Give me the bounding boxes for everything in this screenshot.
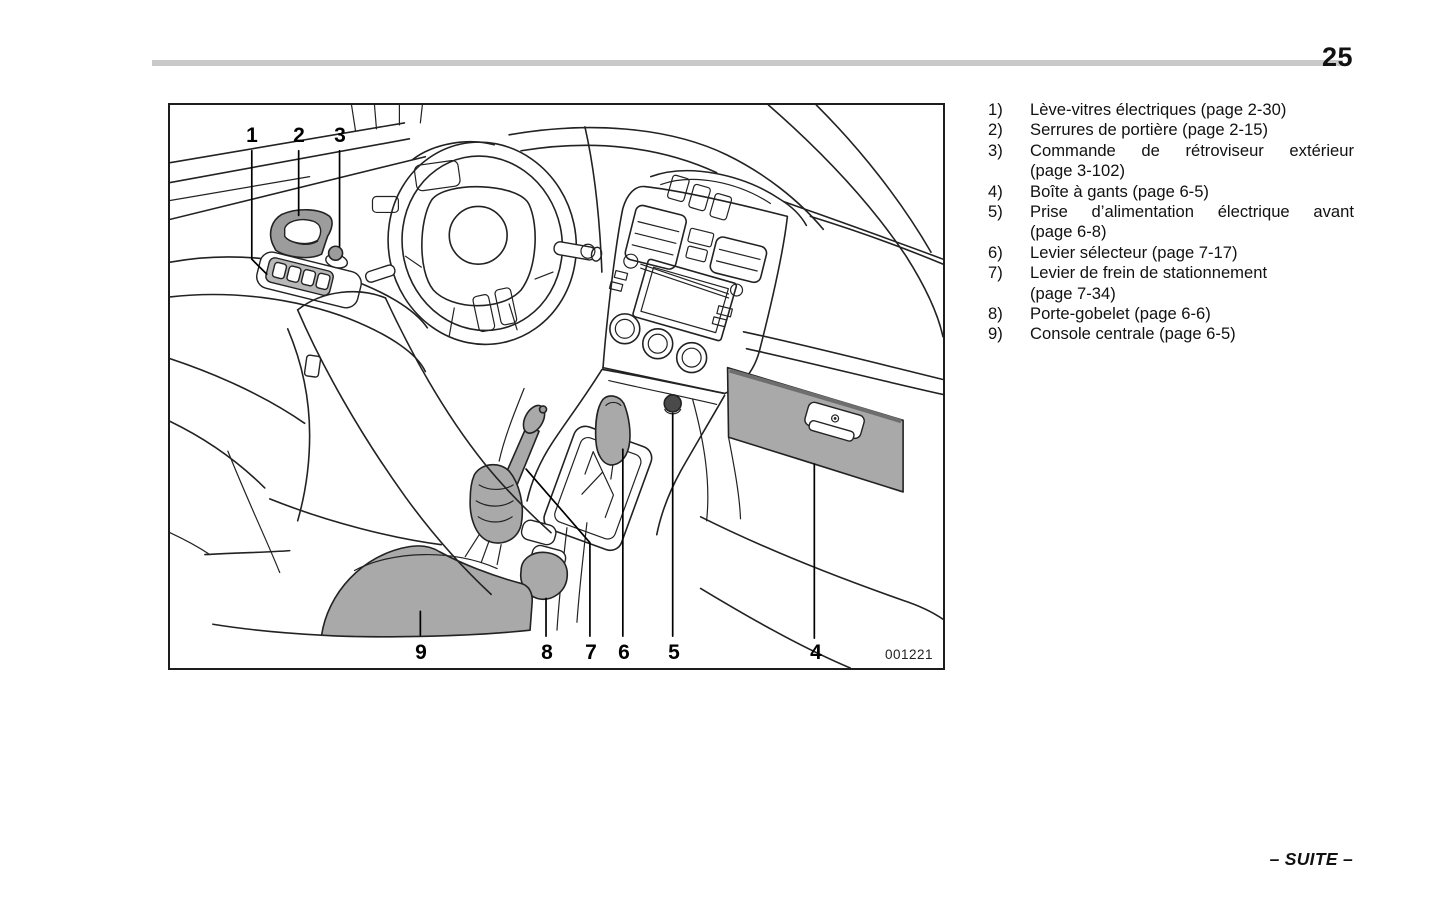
callout-6: 6 (618, 641, 630, 664)
legend-line: Porte-gobelet (page 6-6) (1030, 304, 1211, 324)
callout-7: 7 (585, 641, 597, 664)
legend-line: Serrures de portière (page 2-15) (1030, 120, 1268, 140)
callout-9: 9 (415, 641, 427, 664)
legend-item-4 (988, 182, 1354, 202)
legend-item-3 (988, 141, 1354, 182)
continuation-footer: – SUITE – (1269, 849, 1353, 869)
legend-item-number: 6) (988, 242, 1003, 262)
power-outlet (664, 395, 681, 414)
legend-line: Levier sélecteur (page 7-17) (1030, 242, 1238, 262)
legend-line: Prise d’alimentation électrique avant (1030, 202, 1354, 222)
window-switch-panel (254, 250, 364, 311)
page-number: 25 (1321, 42, 1353, 72)
legend-item-number: 1) (988, 100, 1003, 119)
legend-item-9 (988, 324, 1354, 344)
legend-item-2 (988, 120, 1354, 140)
legend-item-number: 7) (988, 263, 1003, 283)
legend-line: Levier de frein de stationnement (1030, 263, 1268, 283)
legend (988, 100, 1354, 345)
header-rule (152, 60, 1343, 66)
legend-line: (page 7-34) (1030, 283, 1116, 303)
legend-item-number: 8) (988, 304, 1003, 324)
hazard-switch (684, 228, 714, 263)
glove-box (728, 368, 904, 492)
legend-line: Boîte à gants (page 6-5) (1030, 181, 1209, 201)
legend-line: (page 6-8) (1030, 222, 1107, 242)
legend-item-number: 9) (988, 324, 1003, 344)
legend-item-number: 5) (988, 202, 1003, 222)
gear-shifter (596, 396, 630, 479)
callout-2: 2 (293, 124, 305, 147)
interior-line-drawing (170, 105, 943, 668)
interior-diagram-figure (168, 103, 945, 670)
center-console-armrest (322, 546, 533, 637)
legend-line: Console centrale (page 6-5) (1030, 324, 1236, 344)
door-window-lines (170, 105, 425, 219)
legend-line: Commande de rétroviseur extérieur (1030, 140, 1354, 160)
legend-item-number: 2) (988, 120, 1003, 140)
center-stack (603, 171, 806, 405)
legend-item-7 (988, 263, 1354, 304)
legend-line: (page 3-102) (1030, 161, 1126, 181)
door-pull-handle (271, 210, 332, 258)
legend-item-1 (988, 100, 1354, 120)
callout-8: 8 (541, 641, 553, 664)
callout-3: 3 (334, 124, 346, 147)
legend-line: Lève-vitres électriques (page 2-30) (1030, 100, 1287, 119)
callout-5: 5 (668, 641, 680, 664)
figure-code: 001221 (884, 647, 933, 662)
callout-1: 1 (246, 124, 258, 147)
legend-item-8 (988, 304, 1354, 324)
legend-item-6 (988, 243, 1354, 263)
legend-item-5 (988, 202, 1354, 243)
callout-4: 4 (810, 641, 822, 664)
legend-item-number: 4) (988, 181, 1003, 201)
right-air-vent (709, 236, 768, 284)
legend-item-number: 3) (988, 140, 1003, 160)
